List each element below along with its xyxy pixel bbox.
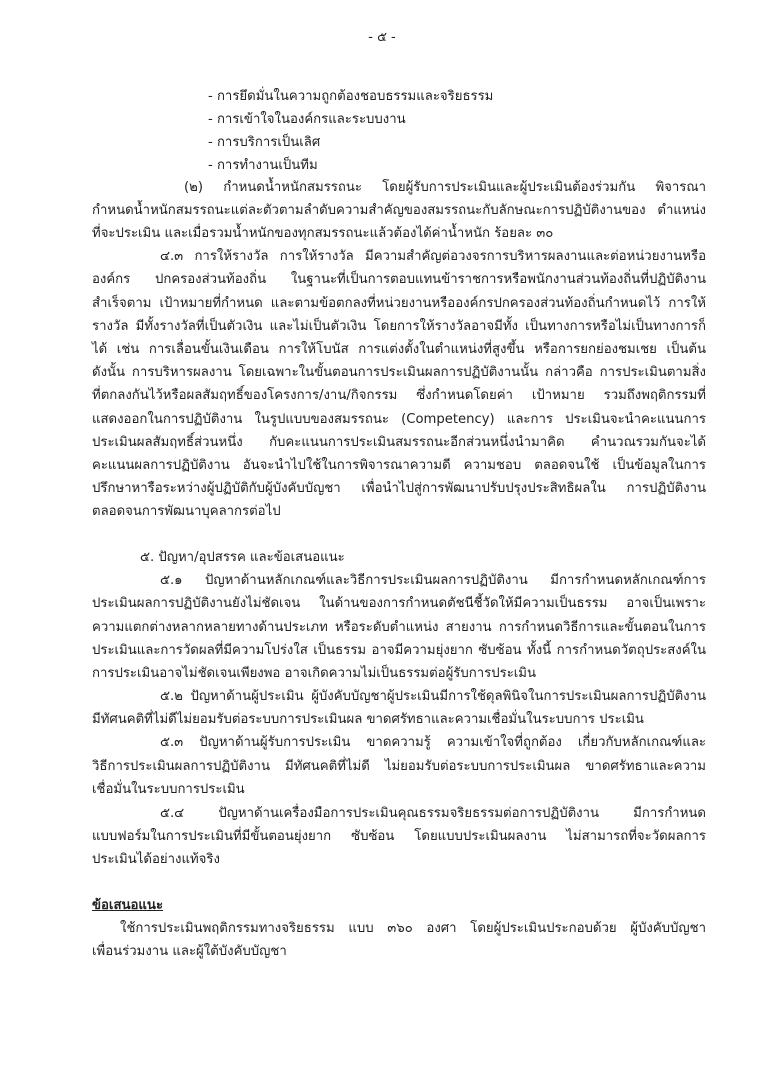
para-5-1-line: ๕.๑ ปัญหาด้านหลักเกณฑ์และวิธีการประเมินผลการปฏิบัติงาน มีการกำหนดหลักเกณฑ์การ — [160, 573, 706, 588]
para-5-1-line: ประเมินและการวัดผลที่มีความโปร่งใส เป็นธรรม อาจมีความยุ่งยาก ซับซ้อน ทั้งนี้ การกำหนดวัตถุประสงค์ใน — [92, 643, 706, 658]
para-5-1-line: ประเมินผลการปฏิบัติงานยังไม่ชัดเจน ในด้านของการกำหนดตัชนีชี้วัดให้มีความเป็นธรรม อาจเป็นเพราะ — [92, 596, 706, 611]
para-5-2-line: มีทัศนคติที่ไม่ดีไม่ยอมรับต่อระบบการประเมินผล ขาดศรัทธาและความเชื่อมั่นในระบบการ ประเมิน — [92, 712, 644, 727]
para-5-3-line: เชื่อมั่นในระบบการประเมิน — [92, 782, 245, 797]
para-4-3-line: ตลอดจนการพัฒนาบุคลากรต่อไป — [92, 504, 281, 519]
para-5-2-line: ๕.๒ ปัญหาด้านผู้ประเมิน ผู้บังคับบัญชาผู้ประเมินมีการใช้ดุลพินิจในการประเมินผลการปฏิบัติงาน — [160, 689, 706, 704]
para-4-3-line: สำเร็จตาม เป้าหมายที่กำหนด และตามข้อตกลงที่หน่วยงานหรือองค์กรปกครองส่วนท้องถิ่นกำหนดไว้ การให้ — [92, 296, 706, 311]
para-5-1-line: การประเมินอาจไม่ชัดเจนเพียงพอ อาจเกิดความไม่เป็นธรรมต่อผู้รับการประเมิน — [92, 666, 536, 681]
para-5-4-line: ๕.๔ ปัญหาด้านเครื่องมือการประเมินคุณธรรมจริยธรรมต่อการปฏิบัติงาน มีการกำหนด — [160, 806, 706, 821]
para-2-line: (๒) กำหนดน้ำหนักสมรรถนะ โดยผู้รับการประเมินและผู้ประเมินต้องร่วมกัน พิจารณา — [184, 180, 706, 195]
recommendation-line: เพื่อนร่วมงาน และผู้ใต้บังคับบัญชา — [92, 944, 287, 959]
para-5-4-line: แบบฟอร์มในการประเมินที่มีขั้นตอนยุ่งยาก ซับซ้อน โดยแบบประเมินผลงาน ไม่สามารถที่จะวัดผลการ — [92, 829, 706, 844]
para-4-3-line: รางวัล มีทั้งรางวัลที่เป็นตัวเงิน และไม่เป็นตัวเงิน โดยการให้รางวัลอาจมีทั้ง เป็นทางการหรือไม่เป็นทางการก็ — [92, 319, 706, 334]
bullet-item: - การบริการเป็นเลิศ — [208, 135, 321, 150]
para-4-3-line: แสดงออกในการปฏิบัติงาน ในรูปแบบของสมรรถนะ (Competency) และการ ประเมินจะนำคะแนนการ — [92, 412, 706, 427]
bullet-item: - การยึดมั่นในความถูกต้องชอบธรรมและจริยธรรม — [208, 89, 494, 104]
para-4-3-line: ที่ตกลงกันไว้หรือผลสัมฤทธิ์ของโครงการ/งาน/กิจกรรม ซึ่งกำหนดโดยค่า เป้าหมาย รวมถึงพฤติกรรมที่ — [92, 388, 706, 403]
para-4-3-line: คะแนนผลการปฏิบัติงาน อันจะนำไปใช้ในการพิจารณาความดี ความชอบ ตลอดจนใช้ เป็นข้อมูลในการ — [92, 458, 706, 473]
para-5-4-line: ประเมินได้อย่างแท้จริง — [92, 852, 220, 867]
bullet-item: - การเข้าใจในองค์กรและระบบงาน — [208, 112, 406, 127]
recommendation-line: ใช้การประเมินพฤติกรรมทางจริยธรรม แบบ ๓๖๐ องศา โดยผู้ประเมินประกอบด้วย ผู้บังคับบัญชา — [120, 921, 706, 936]
para-4-3-line: ๔.๓ การให้รางวัล การให้รางวัล มีความสำคัญต่อวงจรการบริหารผลงานและต่อหน่วยงานหรือ — [160, 249, 706, 264]
recommendation-heading: ข้อเสนอแนะ — [92, 898, 164, 913]
bullet-item: - การทำงานเป็นทีม — [208, 158, 318, 173]
para-4-3-line: องค์กร ปกครองส่วนท้องถิ่น ในฐานะที่เป็นการตอบแทนข้าราชการหรือพนักงานส่วนท้องถิ่นที่ปฏิบัติงาน — [92, 272, 706, 287]
para-5-3-line: วิธีการประเมินผลการปฏิบัติงาน มีทัศนคติที่ไม่ดี ไม่ยอมรับต่อระบบการประเมินผล ขาดศรัทธาและความ — [92, 759, 706, 774]
page-number: - ๕ - — [368, 30, 396, 45]
para-5-3-line: ๕.๓ ปัญหาด้านผู้รับการประเมิน ขาดความรู้ ความเข้าใจที่ถูกต้อง เกี่ยวกับหลักเกณฑ์และ — [160, 735, 706, 750]
para-2-line: ที่จะประเมิน และเมื่อรวมน้ำหนักของทุกสมรรถนะแล้วต้องได้ค่าน้ำหนัก ร้อยละ ๓๐ — [92, 226, 554, 241]
para-4-3-line: ได้ เช่น การเลื่อนขั้นเงินเดือน การให้โบนัส การแต่งตั้งในตำแหน่งที่สูงขึ้น หรือการยกย่องชมเชย เป็นต้น — [92, 342, 706, 357]
para-4-3-line: ประเมินผลสัมฤทธิ์ส่วนหนึ่ง กับคะแนนการประเมินสมรรถนะอีกส่วนหนึ่งนำมาคิด คำนวณรวมกันจะได้ — [92, 435, 706, 450]
para-4-3-line: ดังนั้น การบริหารผลงาน โดยเฉพาะในขั้นตอนการประเมินผลการปฏิบัติงานนั้น กล่าวคือ การประเมินตามสิ่ง — [92, 365, 706, 380]
section-5-title: ๕. ปัญหา/อุปสรรค และข้อเสนอแนะ — [140, 550, 345, 565]
para-4-3-line: ปรึกษาหารือระหว่างผู้ปฏิบัติกับผู้บังคับบัญชา เพื่อนำไปสู่การพัฒนาปรับปรุงประสิทธิผลใน การปฏิบัติงาน — [92, 481, 706, 496]
para-2-line: กำหนดน้ำหนักสมรรถนะแต่ละตัวตามลำดับความสำคัญของสมรรถนะกับลักษณะการปฏิบัติงานของ ตำแหน่ง — [92, 203, 706, 218]
para-5-1-line: ความแตกต่างหลากหลายทางด้านประเภท หรือระดับตำแหน่ง สายงาน การกำหนดวิธีการและขั้นตอนในการ — [92, 620, 706, 635]
